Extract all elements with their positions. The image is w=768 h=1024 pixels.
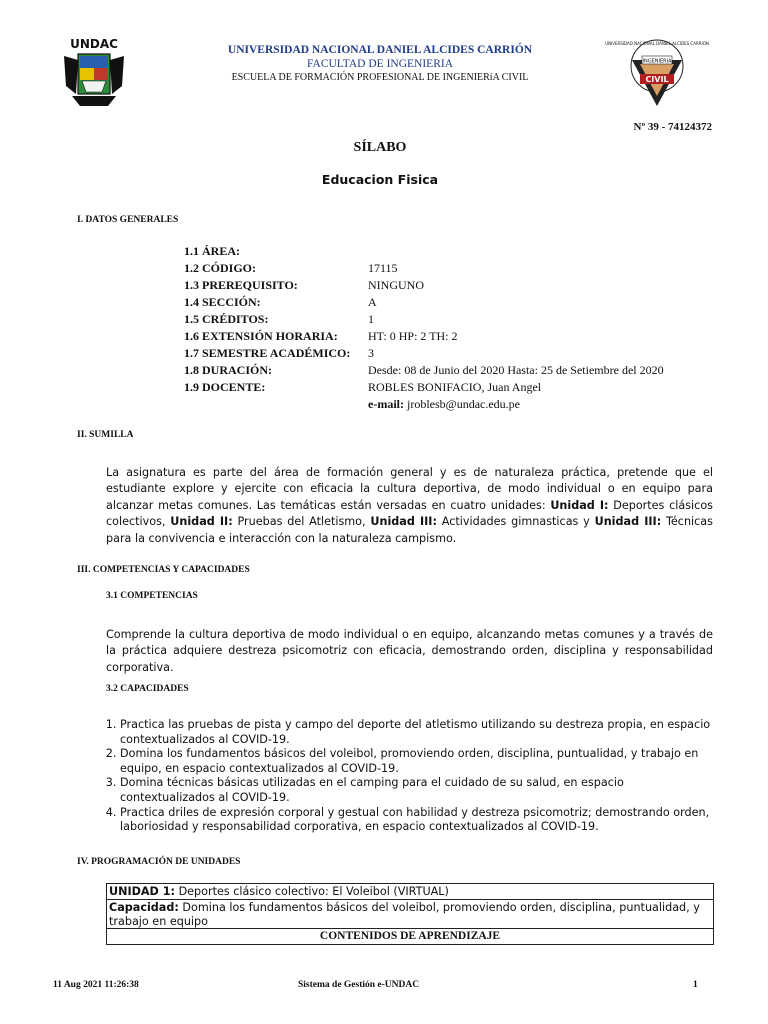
email-value: jroblesb@undac.edu.pe bbox=[406, 397, 520, 411]
datos-row bbox=[184, 346, 724, 363]
section-heading-datos: I. DATOS GENERALES bbox=[77, 215, 179, 225]
unidad-text: Deportes clásico colectivo: El Voleibol (VIRTUAL) bbox=[178, 885, 449, 898]
capacidad-row bbox=[106, 900, 714, 929]
footer-date: 11 Aug 2021 11:26:38 bbox=[53, 980, 139, 990]
section-heading-competencias: III. COMPETENCIAS Y CAPACIDADES bbox=[77, 565, 250, 575]
datos-label: 1.6 EXTENSIÓN HORARIA: bbox=[184, 329, 338, 343]
datos-label: 1.5 CRÉDITOS: bbox=[184, 312, 269, 326]
sumilla-unit-2: Unidad II: bbox=[170, 515, 233, 529]
datos-value: 3 bbox=[368, 346, 374, 360]
capacidad-text: Domina los fundamentos básicos del voleibol, promoviendo orden, disciplina, puntualidad, y trabajo en equipo bbox=[109, 901, 700, 928]
school-name: ESCUELA DE FORMACIÓN PROFESIONAL DE INGENIERíA CIVIL bbox=[231, 72, 529, 83]
contenidos-header: CONTENIDOS DE APRENDIZAJE bbox=[106, 929, 714, 945]
undac-logo-text: UNDAC bbox=[70, 37, 118, 51]
datos-label: 1.1 ÁREA: bbox=[184, 244, 240, 258]
capacidad-item: 1. Practica las pruebas de pista y campo del deporte del atletismo utilizando su destreza propia, en espacio contextualizados al COVID-19. bbox=[120, 718, 716, 747]
email-label: e-mail: bbox=[368, 397, 404, 411]
civil-logo-ring-text: UNIVERSIDAD NACIONAL DANIEL ALCIDES CARRION bbox=[605, 41, 709, 46]
sumilla-unit-3: Unidad III: bbox=[370, 515, 437, 529]
subsection-heading-competencias: 3.1 COMPETENCIAS bbox=[106, 591, 198, 601]
sumilla-paragraph bbox=[106, 465, 713, 547]
civil-logo-top-text: INGENIERIA bbox=[642, 58, 672, 65]
unidad-table bbox=[106, 883, 714, 945]
datos-row bbox=[184, 329, 724, 346]
datos-value: 1 bbox=[368, 312, 374, 326]
datos-value: A bbox=[368, 295, 377, 309]
capacidad-label: Capacidad: bbox=[109, 901, 179, 914]
unidad-row bbox=[106, 883, 714, 900]
datos-value: 17115 bbox=[368, 261, 398, 275]
page-title: SÍLABO bbox=[353, 140, 407, 155]
section-heading-programacion: IV. PROGRAMACIÓN DE UNIDADES bbox=[77, 857, 241, 867]
capacidad-item: 4. Practica driles de expresión corporal y gestual con habilidad y destreza psicomotriz; demostrando orden, laboriosidad y responsabilidad corporativa, en espacio contextualizados al COVID-19. bbox=[120, 806, 716, 835]
datos-row bbox=[184, 278, 724, 295]
datos-row bbox=[184, 261, 724, 278]
datos-row bbox=[184, 244, 724, 261]
datos-label: 1.2 CÓDIGO: bbox=[184, 261, 256, 275]
datos-row bbox=[184, 380, 724, 397]
sumilla-text-1: La asignatura es parte del área de formación general y es de naturaleza práctica, pretende que el estudiante explore y ejercite con eficacia la cultura deportiva, de modo individual o en equipo para alcanzar metas comunes. Las temáticas están versadas en cuatro unidades: bbox=[106, 466, 713, 512]
unidad-label: UNIDAD 1: bbox=[109, 885, 175, 898]
datos-generales-list bbox=[184, 244, 724, 414]
footer-system: Sistema de Gestión e-UNDAC bbox=[298, 980, 420, 990]
sumilla-unit-1: Unidad I: bbox=[550, 498, 609, 512]
civil-logo-text: CIVIL bbox=[645, 75, 669, 84]
civil-logo bbox=[605, 36, 709, 108]
datos-value: HT: 0 HP: 2 TH: 2 bbox=[368, 329, 458, 343]
datos-row bbox=[184, 295, 724, 312]
datos-label: 1.9 DOCENTE: bbox=[184, 380, 266, 394]
capacidad-item: 2. Domina los fundamentos básicos del voleibol, promoviendo orden, disciplina, puntualidad, y trabajo en equipo, en espacio contextualizados al COVID-19. bbox=[120, 747, 716, 776]
datos-label: 1.8 DURACIÓN: bbox=[184, 363, 272, 377]
undac-logo bbox=[58, 34, 130, 108]
capacidad-item: 3. Domina técnicas básicas utilizadas en el camping para el cuidado de su salud, en espacio contextualizados al COVID-19. bbox=[120, 776, 716, 805]
section-heading-sumilla: II. SUMILLA bbox=[77, 430, 134, 440]
datos-row bbox=[184, 312, 724, 329]
document-number: Nº 39 - 74124372 bbox=[633, 121, 712, 133]
datos-row-email bbox=[184, 397, 724, 414]
subsection-heading-capacidades: 3.2 CAPACIDADES bbox=[106, 684, 189, 694]
footer-page-number: 1 bbox=[693, 980, 698, 990]
sumilla-text-2: Deportes clásicos colectivos, bbox=[106, 498, 713, 529]
competencias-paragraph: Comprende la cultura deportiva de modo individual o en equipo, alcanzando metas comunes y a través de la práctica adquiere destreza psicomotriz con eficacia, demostrando orden, disciplina y responsabilidad corporativa. bbox=[106, 628, 713, 674]
datos-label: 1.3 PREREQUISITO: bbox=[184, 278, 298, 292]
sumilla-unit-4: Unidad III: bbox=[594, 515, 662, 529]
sumilla-text-4: Actividades gimnasticas y bbox=[436, 515, 595, 529]
datos-label: 1.7 SEMESTRE ACADÉMICO: bbox=[184, 346, 351, 360]
capacidades-list bbox=[104, 718, 716, 835]
datos-value: NINGUNO bbox=[368, 278, 424, 292]
faculty-name: FACULTAD DE INGENIERIA bbox=[306, 58, 453, 70]
datos-value: Desde: 08 de Junio del 2020 Hasta: 25 de Setiembre del 2020 bbox=[368, 363, 664, 377]
datos-label: 1.4 SECCIÓN: bbox=[184, 295, 261, 309]
sumilla-text-3: Pruebas del Atletismo, bbox=[232, 515, 371, 529]
sumilla-text-5: Técnicas para la convivencia e interacción con la naturaleza campismo. bbox=[106, 515, 713, 545]
course-name: Educacion Fisica bbox=[321, 172, 439, 187]
datos-value: ROBLES BONIFACIO, Juan Angel bbox=[368, 380, 542, 394]
datos-row bbox=[184, 363, 724, 380]
university-name: UNIVERSIDAD NACIONAL DANIEL ALCIDES CARRIÓN bbox=[227, 44, 533, 56]
